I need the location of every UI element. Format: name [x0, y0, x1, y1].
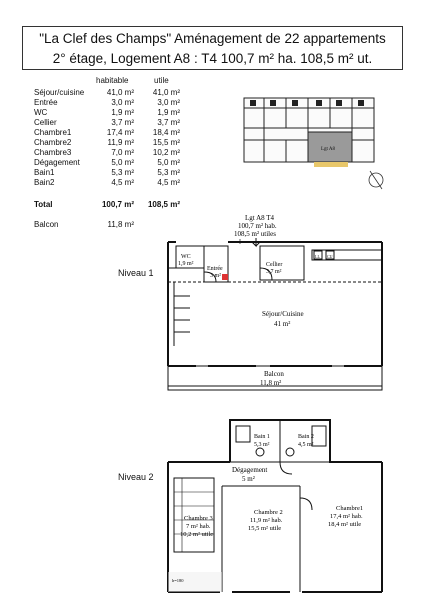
room-label: Cellier: [266, 262, 283, 268]
door-swing: [300, 498, 312, 510]
toilet-icon: [256, 448, 264, 456]
table-row: [34, 128, 194, 138]
floor-plan-niveau-1: [160, 236, 405, 396]
wall-top: [230, 420, 382, 462]
floor-plan-niveau-2: [160, 402, 405, 598]
row-label: WC: [34, 108, 48, 117]
key-plan-unit-label: Lgt A8: [321, 147, 336, 152]
room-area: 11,8 m²: [260, 379, 282, 387]
room-label: Bain 2: [298, 434, 314, 440]
row-habitable: 4,5 m²: [111, 178, 134, 187]
row-utile: 3,7 m²: [157, 118, 180, 127]
meter-icon: [222, 274, 228, 280]
room-area: 3,7 m²: [266, 269, 282, 275]
total-row: [34, 200, 194, 210]
room-area: 5,3 m²: [254, 442, 270, 448]
row-habitable: 3,0 m²: [111, 98, 134, 107]
room-area: 18,4 m² utile: [328, 521, 362, 528]
row-utile: 5,0 m²: [157, 158, 180, 167]
col-header-utile: utile: [154, 76, 169, 85]
col-header-habitable: habitable: [96, 76, 129, 85]
row-utile: 15,5 m²: [152, 138, 180, 147]
row-habitable: 5,3 m²: [111, 168, 134, 177]
niveau-1-label: Niveau 1: [118, 268, 154, 278]
total-habitable: 100,7 m²: [101, 200, 134, 209]
toilet-icon: [286, 448, 294, 456]
room-area: 10,2 m² utile: [180, 531, 214, 538]
row-habitable: 17,4 m²: [106, 128, 134, 137]
room-label: Balcon: [264, 370, 284, 378]
room-label: Chambre1: [336, 505, 364, 512]
row-utile: 10,2 m²: [152, 148, 180, 157]
row-label: Dégagement: [34, 158, 80, 167]
fixture-label: LL: [315, 254, 320, 259]
total-label: Total: [34, 200, 53, 209]
row-habitable: 7,0 m²: [111, 148, 134, 157]
table-row: [34, 168, 194, 178]
room-label: Séjour/Cuisine: [262, 310, 304, 318]
row-label: Chambre2: [34, 138, 72, 147]
row-utile: 18,4 m²: [152, 128, 180, 137]
row-label: Cellier: [34, 118, 57, 127]
stair-icon: [174, 282, 190, 346]
row-label: Chambre3: [34, 148, 72, 157]
row-utile: 3,0 m²: [157, 98, 180, 107]
door-swing: [280, 462, 292, 474]
plan-title-line: Lgt A8 T4: [245, 214, 275, 222]
plan-title-line: 108,5 m² utiles: [234, 230, 276, 238]
row-label: Séjour/cuisine: [34, 88, 85, 97]
total-utile: 108,5 m²: [147, 200, 180, 209]
niveau-2-label: Niveau 2: [118, 472, 154, 482]
balcon-label: Balcon: [34, 220, 59, 229]
unit-title: 2° étage, Logement A8 : T4 100,7 m² ha. 108,5 m² ut.: [52, 51, 373, 66]
row-habitable: 5,0 m²: [111, 158, 134, 167]
row-label: Entrée: [34, 98, 58, 107]
room-area: 41 m²: [274, 320, 291, 328]
table-row: [34, 98, 194, 108]
room-area: 5 m²: [242, 475, 255, 483]
height-note: h=180: [172, 578, 184, 583]
row-habitable: 41,0 m²: [106, 88, 134, 97]
balcon-row: [34, 220, 194, 230]
row-habitable: 3,7 m²: [111, 118, 134, 127]
row-habitable: 11,9 m²: [107, 138, 134, 147]
table-row: [34, 178, 194, 188]
room-label: Chambre 3: [184, 515, 213, 522]
table-row: [34, 108, 194, 118]
room-label: WC: [181, 254, 191, 260]
room-area: 11,9 m² hab.: [250, 517, 283, 524]
room-area: 17,4 m² hab.: [330, 513, 363, 520]
row-label: Chambre1: [34, 128, 72, 137]
room-label: Entrée: [207, 266, 223, 272]
row-utile: 1,9 m²: [157, 108, 180, 117]
row-utile: 4,5 m²: [157, 178, 180, 187]
room-label: Bain 1: [254, 434, 270, 440]
table-row: [34, 88, 194, 98]
row-utile: 41,0 m²: [152, 88, 180, 97]
bathtub-icon: [236, 426, 250, 442]
fixture-label: CU: [327, 254, 333, 259]
room-area: 4,5 m²: [298, 442, 314, 448]
room-area: 15,5 m² utile: [248, 525, 282, 532]
room-area: 3 m²: [210, 273, 221, 279]
shower-icon: [312, 426, 326, 446]
balcon-value: 11,8 m²: [107, 220, 134, 229]
plan-title-line: 100,7 m² hab.: [238, 222, 277, 230]
key-plan-balcony: [314, 162, 348, 167]
table-row: [34, 118, 194, 128]
project-title: "La Clef des Champs" Aménagement de 22 appartements: [39, 31, 386, 46]
row-habitable: 1,9 m²: [111, 108, 134, 117]
key-plan: [230, 88, 390, 200]
room-area: 7 m² hab.: [186, 523, 211, 530]
row-label: Bain1: [34, 168, 55, 177]
row-utile: 5,3 m²: [157, 168, 180, 177]
room-label: Dégagement: [232, 466, 268, 474]
north-arrow-icon: [365, 171, 387, 189]
title-box: [22, 26, 403, 70]
table-row: [34, 148, 194, 158]
room-area: 1,9 m²: [178, 261, 194, 267]
table-row: [34, 158, 194, 168]
room-label: Chambre 2: [254, 509, 283, 516]
table-row: [34, 138, 194, 148]
row-label: Bain2: [34, 178, 55, 187]
